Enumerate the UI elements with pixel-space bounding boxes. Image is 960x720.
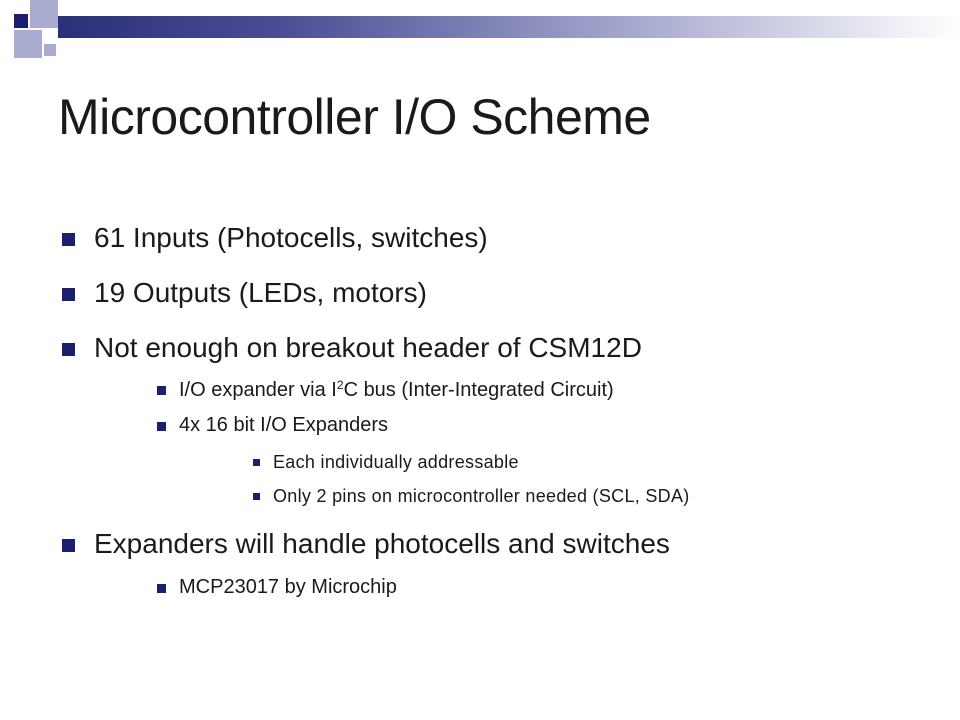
bullet-text: 4x 16 bit I/O Expanders: [179, 414, 389, 436]
bullet-marker: [157, 386, 166, 395]
bullet-text: Only 2 pins on microcontroller needed (SCL, SDA): [273, 486, 690, 506]
bullet-marker: [253, 493, 260, 500]
title-gradient-band: [58, 16, 960, 38]
bullet-marker: [62, 233, 75, 246]
bullet-text: MCP23017 by Microchip: [179, 576, 397, 598]
title-decoration: [0, 0, 960, 60]
bullet-text: [179, 378, 614, 402]
bullet-text: Each individually addressable: [273, 452, 519, 472]
decor-square-mid: [14, 30, 42, 58]
decor-square-small: [44, 44, 56, 56]
bullet-text: Expanders will handle photocells and switches: [94, 528, 670, 559]
bullet-marker: [62, 539, 75, 552]
superscript-two: 2: [336, 378, 344, 392]
decor-square-dark: [14, 14, 28, 28]
bullet-marker: [62, 343, 75, 356]
slide-title: Microcontroller I/O Scheme: [58, 89, 651, 145]
bullet-marker: [157, 422, 166, 431]
bullet-text: 19 Outputs (LEDs, motors): [94, 277, 428, 308]
decor-square-light: [30, 0, 58, 28]
bullet-text: Not enough on breakout header of CSM12D: [94, 332, 642, 363]
bullet-text-after: C bus (Inter-Integrated Circuit): [343, 379, 614, 401]
bullet-text-before: I/O expander via I: [179, 379, 337, 401]
bullet-text: 61 Inputs (Photocells, switches): [94, 222, 488, 253]
bullet-marker: [253, 459, 260, 466]
bullet-marker: [62, 288, 75, 301]
bullet-marker: [157, 584, 166, 593]
